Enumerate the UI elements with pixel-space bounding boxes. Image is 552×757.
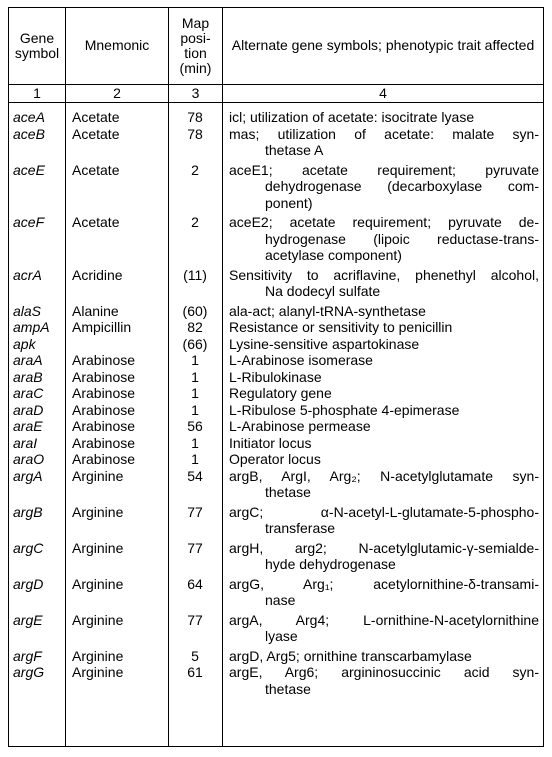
column-divider	[222, 8, 223, 746]
mnemonic: Alanine	[72, 302, 119, 319]
map-position: 77	[187, 503, 203, 520]
phenotype-description	[229, 664, 539, 697]
phenotype-description	[229, 418, 539, 435]
phenotype-description	[229, 336, 539, 353]
description-line: Sensitivity to acriflavine, phenethyl alcohol,	[229, 266, 539, 283]
phenotype-description	[229, 385, 539, 402]
description-line: nase	[265, 592, 296, 608]
mnemonic: Acetate	[72, 161, 120, 178]
mnemonic: Arginine	[72, 503, 124, 520]
gene-symbol: araD	[13, 401, 44, 418]
gene-symbol: apk	[13, 335, 36, 352]
map-position: 5	[191, 647, 199, 664]
description-line: L-Arabinose permease	[229, 418, 371, 434]
header-mnemonic: Mnemonic	[84, 37, 150, 53]
mnemonic: Acetate	[72, 109, 120, 125]
description-line: L-Ribulokinase	[229, 368, 322, 385]
phenotype-description	[229, 162, 539, 212]
description-line: argE, Arg6; argininosuccinic acid syn-	[229, 664, 539, 680]
column-divider	[65, 8, 66, 746]
description-line: icl; utilization of acetate: isocitrate lyase	[229, 109, 475, 125]
map-position: 56	[187, 418, 203, 434]
description-line: Lysine-sensitive aspartokinase	[229, 335, 420, 352]
gene-symbol: araI	[13, 434, 38, 451]
map-position: 1	[191, 401, 199, 418]
gene-symbol: acrA	[13, 266, 42, 283]
gene-table	[8, 7, 544, 747]
map-position: (66)	[182, 335, 208, 352]
gene-symbol: araB	[13, 368, 43, 385]
mnemonic: Arginine	[72, 611, 124, 628]
phenotype-description	[229, 451, 539, 468]
gene-symbol: ampA	[13, 319, 50, 335]
map-position: 77	[187, 539, 203, 556]
map-position: 1	[191, 434, 199, 451]
gene-symbol: araO	[13, 451, 45, 467]
mnemonic: Arabinose	[72, 418, 136, 434]
mnemonic: Arginine	[72, 575, 124, 592]
phenotype-description	[229, 648, 539, 665]
header-map-position: Map posi-tion (min)	[179, 14, 212, 76]
gene-symbol: argG	[13, 664, 45, 680]
description-line: thetase A	[265, 142, 324, 158]
description-line: L-Ribulose 5-phosphate 4-epimerase	[229, 401, 460, 418]
description-line: thetase	[265, 680, 311, 697]
mnemonic: Arabinose	[72, 352, 136, 368]
gene-symbol: araC	[13, 385, 44, 401]
mnemonic: Arginine	[72, 664, 124, 680]
gene-symbol: argD	[13, 575, 44, 592]
phenotype-description	[229, 352, 539, 369]
map-position: (11)	[183, 266, 207, 283]
description-line: Regulatory gene	[229, 385, 332, 401]
mnemonic: Arginine	[72, 539, 124, 556]
gene-symbol: alaS	[13, 302, 42, 319]
mnemonic: Ampicillin	[72, 319, 132, 335]
mnemonic: Arabinose	[72, 434, 136, 451]
description-line: Operator locus	[229, 451, 321, 467]
phenotype-description	[229, 126, 539, 159]
gene-symbol: aceB	[13, 125, 45, 142]
map-position: 78	[187, 109, 203, 125]
header-divider	[9, 84, 543, 85]
header-alternate-symbols: Alternate gene symbols; phenotypic trait affected	[231, 37, 535, 53]
map-position: 1	[191, 368, 199, 385]
phenotype-description	[229, 576, 539, 609]
map-position: 77	[187, 611, 203, 628]
mnemonic: Arabinose	[72, 385, 136, 401]
description-line: ala-act; alanyl-tRNA-synthetase	[229, 302, 426, 319]
phenotype-description	[229, 435, 539, 452]
description-line: Resistance or sensitivity to penicillin	[229, 319, 453, 335]
map-position: 54	[187, 467, 203, 484]
map-position: 1	[191, 352, 199, 368]
gene-symbol: aceE	[13, 161, 45, 178]
phenotype-description	[229, 267, 539, 300]
map-position: 1	[191, 451, 199, 467]
number-row-divider	[9, 102, 543, 103]
map-position: 78	[187, 125, 203, 142]
column-number: 2	[113, 85, 121, 101]
mnemonic: Arginine	[72, 647, 124, 664]
description-line: mas; utilization of acetate: malate syn-	[229, 125, 539, 142]
map-position: 61	[187, 664, 203, 680]
phenotype-description	[229, 540, 539, 573]
phenotype-description	[229, 612, 539, 645]
gene-symbol: argC	[13, 539, 44, 556]
gene-symbol: araE	[13, 418, 43, 434]
phenotype-description	[229, 214, 539, 264]
description-line: hydrogenase (lipoic reductase-trans-	[265, 230, 539, 247]
mnemonic: Acridine	[72, 266, 123, 283]
mnemonic: Arabinose	[72, 368, 136, 385]
gene-symbol: araA	[13, 352, 43, 368]
description-line: L-Arabinose isomerase	[229, 352, 373, 368]
map-position: 2	[191, 214, 199, 230]
description-line: thetase	[265, 484, 311, 500]
map-position: 64	[187, 575, 203, 592]
description-line: argB, ArgI, Arg₂; N-acetylglutamate syn-	[229, 467, 539, 484]
description-line: aceE1; acetate requirement; pyruvate	[229, 161, 539, 178]
description-line: ponent)	[265, 194, 313, 211]
description-line: argD, Arg5; ornithine transcarbamylase	[229, 647, 472, 664]
mnemonic: Acetate	[72, 214, 120, 230]
gene-symbol: argE	[13, 611, 43, 628]
description-line: hyde dehydrogenase	[265, 556, 396, 572]
description-line: dehydrogenase (decarboxylase com-	[265, 178, 539, 194]
header-gene-symbol: Gene symbol	[14, 29, 60, 61]
description-line: argC; α-N-acetyl-L-glutamate-5-phospho-	[229, 503, 539, 520]
phenotype-description	[229, 468, 539, 501]
gene-symbol: argA	[13, 467, 43, 484]
phenotype-description	[229, 369, 539, 386]
description-line: argH, arg2; N-acetylglutamic-γ-semialde-	[229, 539, 539, 556]
column-number: 1	[33, 85, 41, 101]
mnemonic: Acetate	[72, 125, 120, 142]
gene-symbol: argB	[13, 503, 43, 520]
gene-symbol: argF	[13, 647, 42, 664]
phenotype-description	[229, 303, 539, 320]
map-position: 1	[191, 385, 199, 401]
description-line: Na dodecyl sulfate	[265, 283, 381, 299]
description-line: aceE2; acetate requirement; pyruvate de-	[229, 214, 539, 230]
phenotype-description	[229, 402, 539, 419]
map-position: (60)	[182, 302, 208, 319]
gene-symbol: aceA	[13, 109, 45, 125]
gene-symbol: aceF	[13, 214, 45, 230]
column-number: 3	[191, 85, 200, 101]
description-line: argA, Arg4; L-ornithine-N-acetylornithine	[229, 611, 539, 628]
map-position: 2	[191, 161, 199, 178]
phenotype-description	[229, 109, 539, 126]
mnemonic: Arabinose	[72, 451, 136, 467]
column-number: 4	[379, 85, 387, 101]
mnemonic: Arginine	[72, 467, 124, 484]
description-line: Initiator locus	[229, 434, 312, 451]
description-line: argG, Arg₁; acetylornithine-δ-transami-	[229, 575, 539, 592]
description-line: acetylase component)	[265, 247, 402, 263]
phenotype-description	[229, 504, 539, 537]
description-line: lyase	[265, 628, 298, 644]
description-line: transferase	[265, 520, 336, 536]
mnemonic: Arabinose	[72, 401, 136, 418]
map-position: 82	[187, 319, 203, 335]
phenotype-description	[229, 319, 539, 336]
